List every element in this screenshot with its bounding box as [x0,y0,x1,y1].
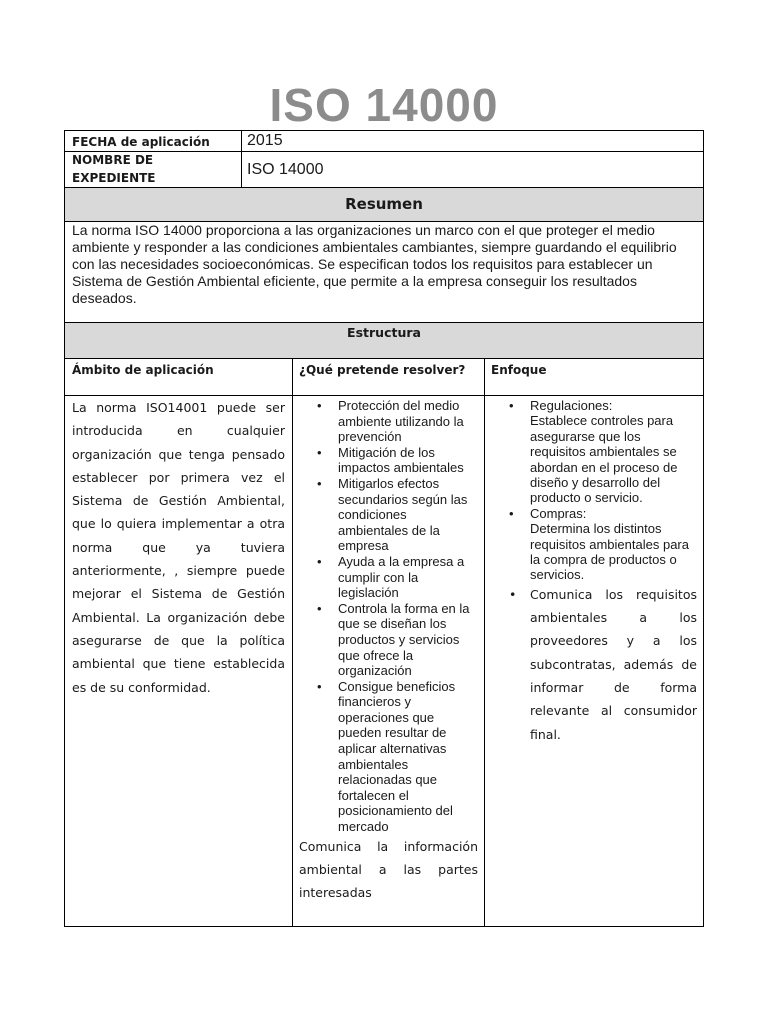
ambito-cell [64,395,293,927]
nombre-value-cell [241,151,704,188]
enfoque-item-text: Determina los distintos requisitos ambientales para la compra de productos o servicios. [530,521,689,583]
column-header-enfoque [484,358,704,396]
ambito-text: La norma ISO14001 puede ser introducida en cualquier organización que tenga pensado establecer por primera vez el Sistema de Gestión Ambiental, que lo quiera implementar a otra norma que ya tuviera anteriormente, , siempre puede mejorar el Sistema de Gestión Ambiental. La organización debe asegurarse de que la política ambiental que tiene establecida es de su conformidad. [72,400,285,695]
enfoque-item-text: Establece controles para asegurarse que los requisitos ambientales se abordan en el proceso de diseño y desarrollo del producto o servicio. [530,413,678,506]
resolver-tail: Comunica la información ambiental a las partes interesadas [299,838,478,900]
enfoque-list-continued [485,583,697,746]
column-header-ambito [64,358,293,396]
resumen-text-cell [64,221,704,323]
column-header-enfoque-label: Enfoque [491,363,547,377]
resolver-list [293,398,478,835]
document-title: ISO 14000 [269,79,499,131]
estructura-heading-cell [64,322,704,359]
resolver-cell [292,395,485,927]
column-header-resolver-label: ¿Qué pretende resolver? [299,363,466,377]
enfoque-item-regulaciones [485,398,697,506]
fecha-label: FECHA de aplicación [72,135,210,149]
column-header-ambito-label: Ámbito de aplicación [72,363,214,377]
nombre-value: ISO 14000 [247,161,324,178]
enfoque-item-compras [485,506,697,583]
nombre-label-line2: EXPEDIENTE [72,170,156,185]
enfoque-item-title: • Compras: [530,505,587,521]
enfoque-cell [484,395,704,927]
resolver-item: • Controla la forma en la que se diseñan los productos y servicios que ofrece la organización [293,601,478,679]
resumen-text: La norma ISO 14000 proporciona a las organizaciones un marco con el que proteger el medio ambiente y responder a las condiciones ambientales cambiantes, siempre guardando el equilibrio con las necesidades socioeconómicas. Se especifican todos los requisitos para establecer un Sistema de Gestión Ambiental eficiente, que permite a la empresa conseguir los resultados deseados. [72,222,677,306]
nombre-label-line1: NOMBRE DE [72,153,154,167]
fecha-label-cell [64,130,242,152]
resolver-item: • Protección del medio ambiente utilizando la prevención [293,398,478,445]
resolver-item: • Consigue beneficios financieros y operaciones que pueden resultar de aplicar alternativas ambientales relacionadas que fortalecen el posicionamiento del mercado [293,679,478,835]
resolver-item: • Ayuda a la empresa a cumplir con la legislación [293,554,478,601]
enfoque-list [485,398,697,583]
enfoque-item-title: • Regulaciones: [530,398,613,413]
nombre-label-cell [64,151,242,188]
column-header-resolver [292,358,485,396]
resumen-heading-cell [64,187,704,222]
resolver-item: • Mitigación de los impactos ambientales [293,445,478,476]
resumen-heading: Resumen [345,195,423,213]
fecha-value: 2015 [247,132,283,149]
estructura-heading: Estructura [347,325,421,340]
enfoque-item-comunica: • Comunica los requisitos ambientales a los proveedores y a los subcontratas, además de informar de forma relevante al consumidor final. [485,583,697,746]
fecha-value-cell [241,130,704,152]
resolver-item: • Mitigarlos efectos secundarios según las condiciones ambientales de la empresa [293,476,478,554]
